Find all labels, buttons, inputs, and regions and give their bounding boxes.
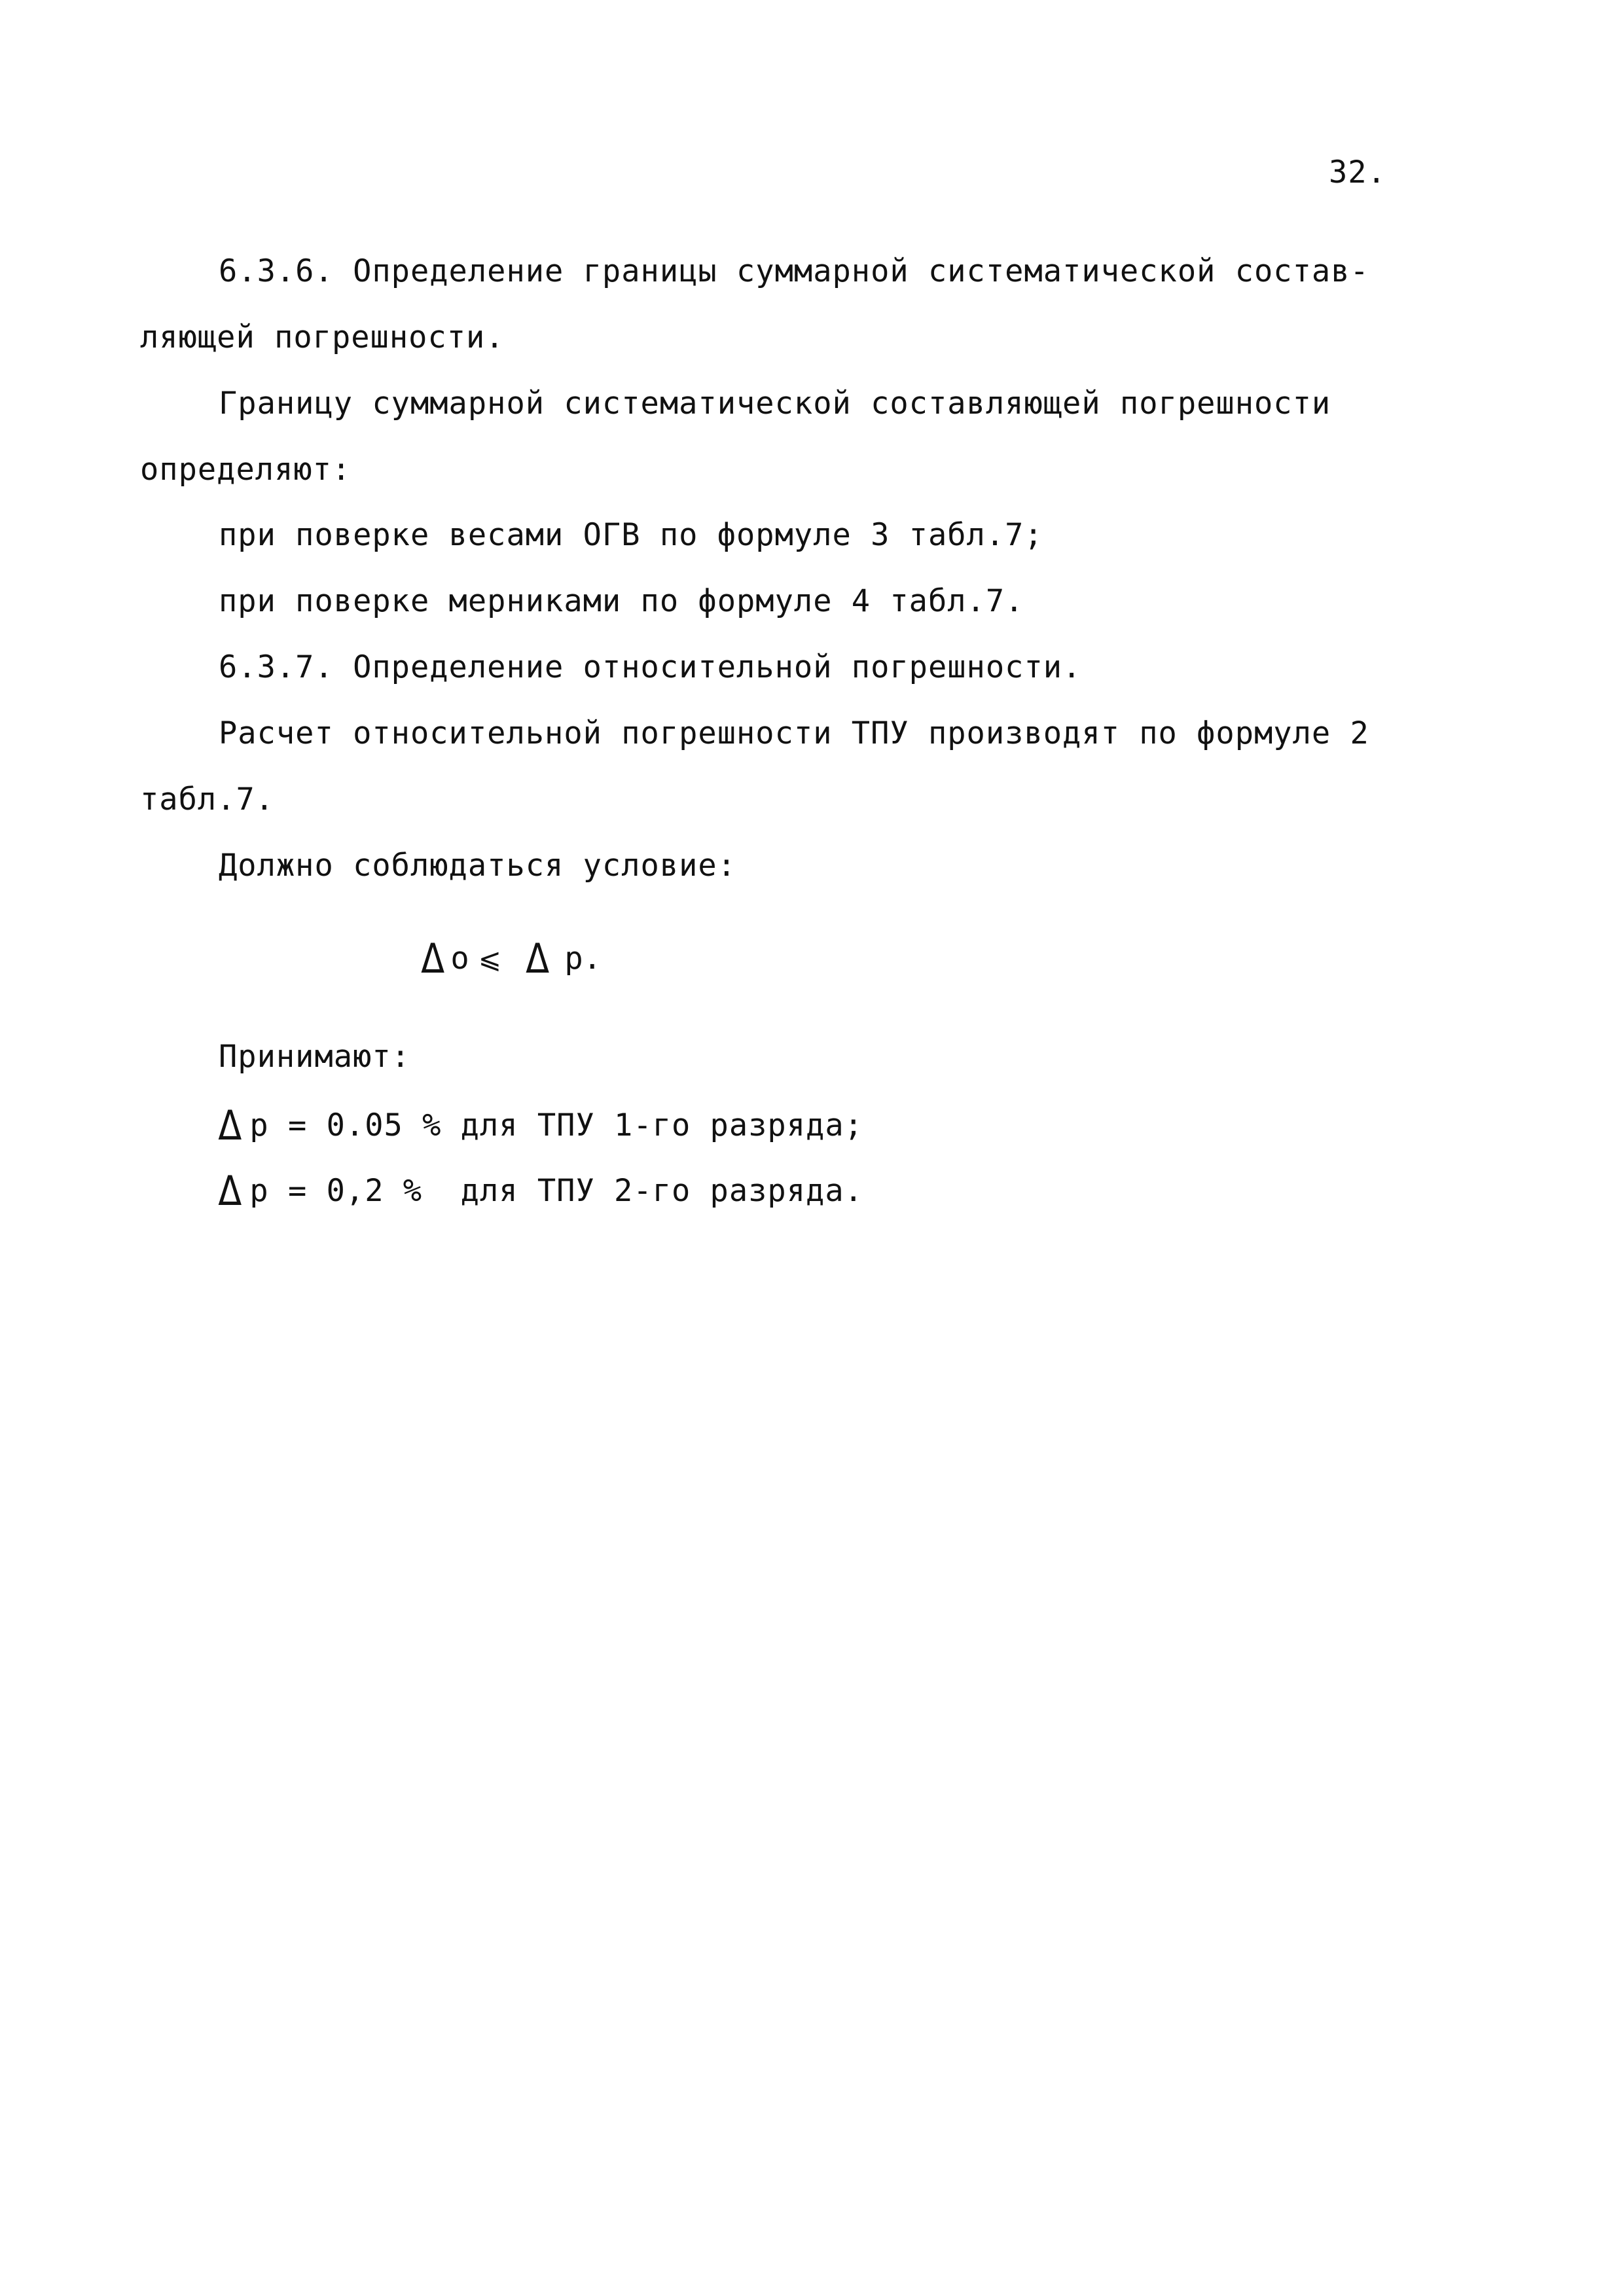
section-636-paragraph-line2: определяют:: [140, 452, 352, 488]
condition-intro: Должно соблюдаться условие:: [219, 848, 737, 884]
section-636-list-item-1: при поверке весами ОГВ по формуле 3 табл.7;: [219, 517, 1043, 553]
delta-symbol: Δ: [218, 1167, 243, 1215]
section-637-paragraph-line1: Расчет относительной погрешности ТПУ производят по формуле 2: [219, 715, 1369, 751]
section-636-paragraph-line1: Границу суммарной систематической составляющей погрешности: [219, 386, 1331, 422]
formula-subscript-o: o: [450, 941, 469, 977]
delta-symbol: Δ: [421, 935, 445, 982]
section-636-heading-line2: ляющей погрешности.: [140, 319, 505, 355]
page-number: 32.: [1329, 154, 1386, 190]
accept-item-1: [216, 1102, 863, 1149]
accept-item-2: [216, 1167, 863, 1215]
section-636-heading-line1: 6.3.6. Определение границы суммарной систематической состав-: [219, 253, 1369, 289]
delta-symbol: Δ: [218, 1102, 243, 1149]
section-637-heading: 6.3.7. Определение относительной погрешности.: [219, 649, 1082, 685]
condition-formula: [419, 936, 602, 982]
section-637-paragraph-line2: табл.7.: [140, 781, 275, 817]
delta-symbol: Δ: [526, 935, 550, 982]
less-or-equal-symbol: ⩽: [478, 942, 501, 975]
accept-item-1-text: р = 0.05 % для ТПУ 1-го разряда;: [249, 1107, 863, 1143]
formula-subscript-p: р.: [564, 941, 602, 977]
accept-item-2-text: р = 0,2 % для ТПУ 2-го разряда.: [249, 1173, 863, 1209]
accept-intro: Принимают:: [219, 1039, 410, 1075]
section-636-list-item-2: при поверке мерниками по формуле 4 табл.7.: [219, 583, 1024, 619]
